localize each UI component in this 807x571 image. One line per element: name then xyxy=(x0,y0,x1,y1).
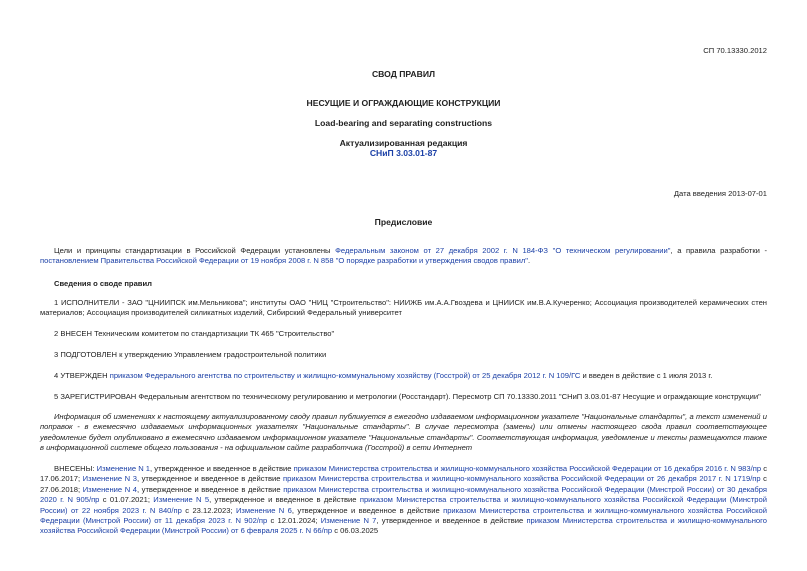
change-1-order-link[interactable]: приказом Министерства строительства и жилищно-коммунального хозяйства Российской Федерации от 16 декабря 2016 г. N 983/пр xyxy=(293,464,762,473)
government-decree-link[interactable]: постановлением Правительства Российской Федерации от 19 ноября 2008 г. N 858 "О порядке разработки и утверждения сводов правил" xyxy=(40,256,529,266)
change-text: с 17.06.2017; xyxy=(40,464,767,484)
info-item-3-text: 3 ПОДГОТОВЛЕН к утверждению Управлением градостроительной политики xyxy=(54,350,327,359)
change-notice xyxy=(40,412,767,454)
info-heading xyxy=(40,279,767,289)
change-3-link[interactable]: Изменение N 3 xyxy=(82,474,137,484)
change-5-order-link[interactable]: приказом Министерства строительства и жилищно-коммунального хозяйства Российской Федерации (Минстрой России) от 22 ноября 2023 г. N 840/пр xyxy=(40,495,767,515)
change-6-order-link[interactable]: приказом Министерства строительства и жилищно-коммунального хозяйства Российской Федерации (Минстрой России) от 11 декабря 2023 г. N 902/пр xyxy=(40,505,767,526)
doc-code: СП 70.13330.2012 xyxy=(703,46,767,55)
doc-title-en: Load-bearing and separating constructions xyxy=(314,118,493,128)
change-4-link[interactable]: Изменение N 4 xyxy=(82,484,137,494)
info-item-3 xyxy=(40,350,767,360)
change-3-order-link[interactable]: приказом Министерства строительства и жилищно-коммунального хозяйства Российской Федерации от 26 декабря 2017 г. N 1719/пр xyxy=(283,474,761,484)
preface-heading: Предисловие xyxy=(374,217,433,227)
change-text: , утвержденное и введенное в действие xyxy=(291,505,444,515)
doc-title: НЕСУЩИЕ И ОГРАЖДАЮЩИЕ КОНСТРУКЦИИ xyxy=(306,98,501,108)
change-text: , утвержденное и введенное в действие xyxy=(136,474,284,484)
preface-text: , а правила разработки - xyxy=(670,246,768,255)
change-1-link[interactable]: Изменение N 1 xyxy=(96,464,151,473)
change-5-link[interactable]: Изменение N 5 xyxy=(153,495,210,505)
change-4-order-link[interactable]: приказом Министерства строительства и жилищно-коммунального хозяйства Российской Федерации (Минстрой России) от 30 декабря 2020 г. N 905/пр xyxy=(40,484,768,505)
intro-date: Дата введения 2013-07-01 xyxy=(673,189,767,198)
change-text: с 12.01.2024; xyxy=(267,516,321,526)
snip-link[interactable]: СНиП 3.03.01-87 xyxy=(369,148,438,158)
change-text: с 27.06.2018; xyxy=(40,474,767,494)
info-item-4-text: 4 УТВЕРЖДЕН xyxy=(54,371,110,380)
preface-text: . xyxy=(528,256,531,266)
info-item-1-text: 1 ИСПОЛНИТЕЛИ - ЗАО "ЦНИИПСК им.Мельникова"; институты ОАО "НИЦ "Строительство": НИИЖБ им.А.А.Гвоздева и ЦНИИСК им.В.А.Кучеренко; Ассоциация производителей керамических стен материалов; Ассоциация производителей силикатных изделий, Сибирский Федеральный университет xyxy=(40,298,767,318)
change-text: с 01.07.2021; xyxy=(99,495,154,505)
info-item-5-text: 5 ЗАРЕГИСТРИРОВАН Федеральным агентством по техническому регулированию и метрологии (Росстандарт). Пересмотр СП 70.13330.2011 "СНиП 3.03.01-87 Несущие и ограждающие конструкции" xyxy=(54,392,761,401)
info-heading-text: Сведения о своде правил xyxy=(54,279,152,288)
info-item-2-text: 2 ВНЕСЕН Техническим комитетом по стандартизации ТК 465 "Строительство" xyxy=(54,329,335,338)
change-text: , утвержденное и введенное в действие xyxy=(150,464,294,473)
change-7-link[interactable]: Изменение N 7 xyxy=(320,516,377,526)
info-item-1 xyxy=(40,298,767,319)
info-item-4-text: и введен в действие с 1 июля 2013 г. xyxy=(580,371,713,380)
federal-law-link[interactable]: Федеральным законом от 27 декабря 2002 г. N 184-ФЗ "О техническом регулировании" xyxy=(335,246,671,255)
doc-type: СВОД ПРАВИЛ xyxy=(371,69,436,79)
info-item-2 xyxy=(40,329,767,339)
info-item-4 xyxy=(40,371,767,381)
changes-list xyxy=(40,464,767,537)
change-text: , утвержденное и введенное в действие xyxy=(136,484,284,494)
change-6-link[interactable]: Изменение N 6 xyxy=(235,505,292,515)
gosstroy-order-link[interactable]: приказом Федерального агентства по строительству и жилищно-коммунальному хозяйству (Госстрой) от 25 декабря 2012 г. N 109/ГС xyxy=(109,371,581,380)
change-text: , утвержденное и введенное в действие xyxy=(209,495,360,505)
change-text: с 06.03.2025 xyxy=(332,526,379,536)
change-text: с 23.12.2023; xyxy=(181,505,236,515)
edition-label: Актуализированная редакция xyxy=(339,138,468,148)
changes-label: ВНЕСЕНЫ: xyxy=(54,464,97,473)
change-notice-text: Информация об изменениях к настоящему актуализированному своду правил публикуется в ежегодно издаваемом информационном указателе "Национальные стандарты", а текст изменений и поправок - в ежемесячно издаваемых информационных указателях "Национальные стандарты". В случае пересмотра (замены) или отмены настоящего свода правил соответствующее уведомление будет опубликовано в ежемесячно издаваемом информационном указателе "Национальные стандарты". Соответствующая информация, уведомление и тексты размещаются также в информационной системе общего пользования - на официальном сайте разработчика (Госстрой) в сети Интернет xyxy=(40,412,767,453)
info-item-5 xyxy=(40,392,767,402)
change-text: , утвержденное и введенное в действие xyxy=(376,516,527,526)
change-7-order-link[interactable]: приказом Министерства строительства и жилищно-коммунального хозяйства Российской Федерации (Минстрой России) от 6 февраля 2025 г. N 66/пр xyxy=(40,516,767,536)
preface-paragraph xyxy=(40,246,767,267)
preface-text: Цели и принципы стандартизации в Российской Федерации установлены xyxy=(54,246,336,255)
